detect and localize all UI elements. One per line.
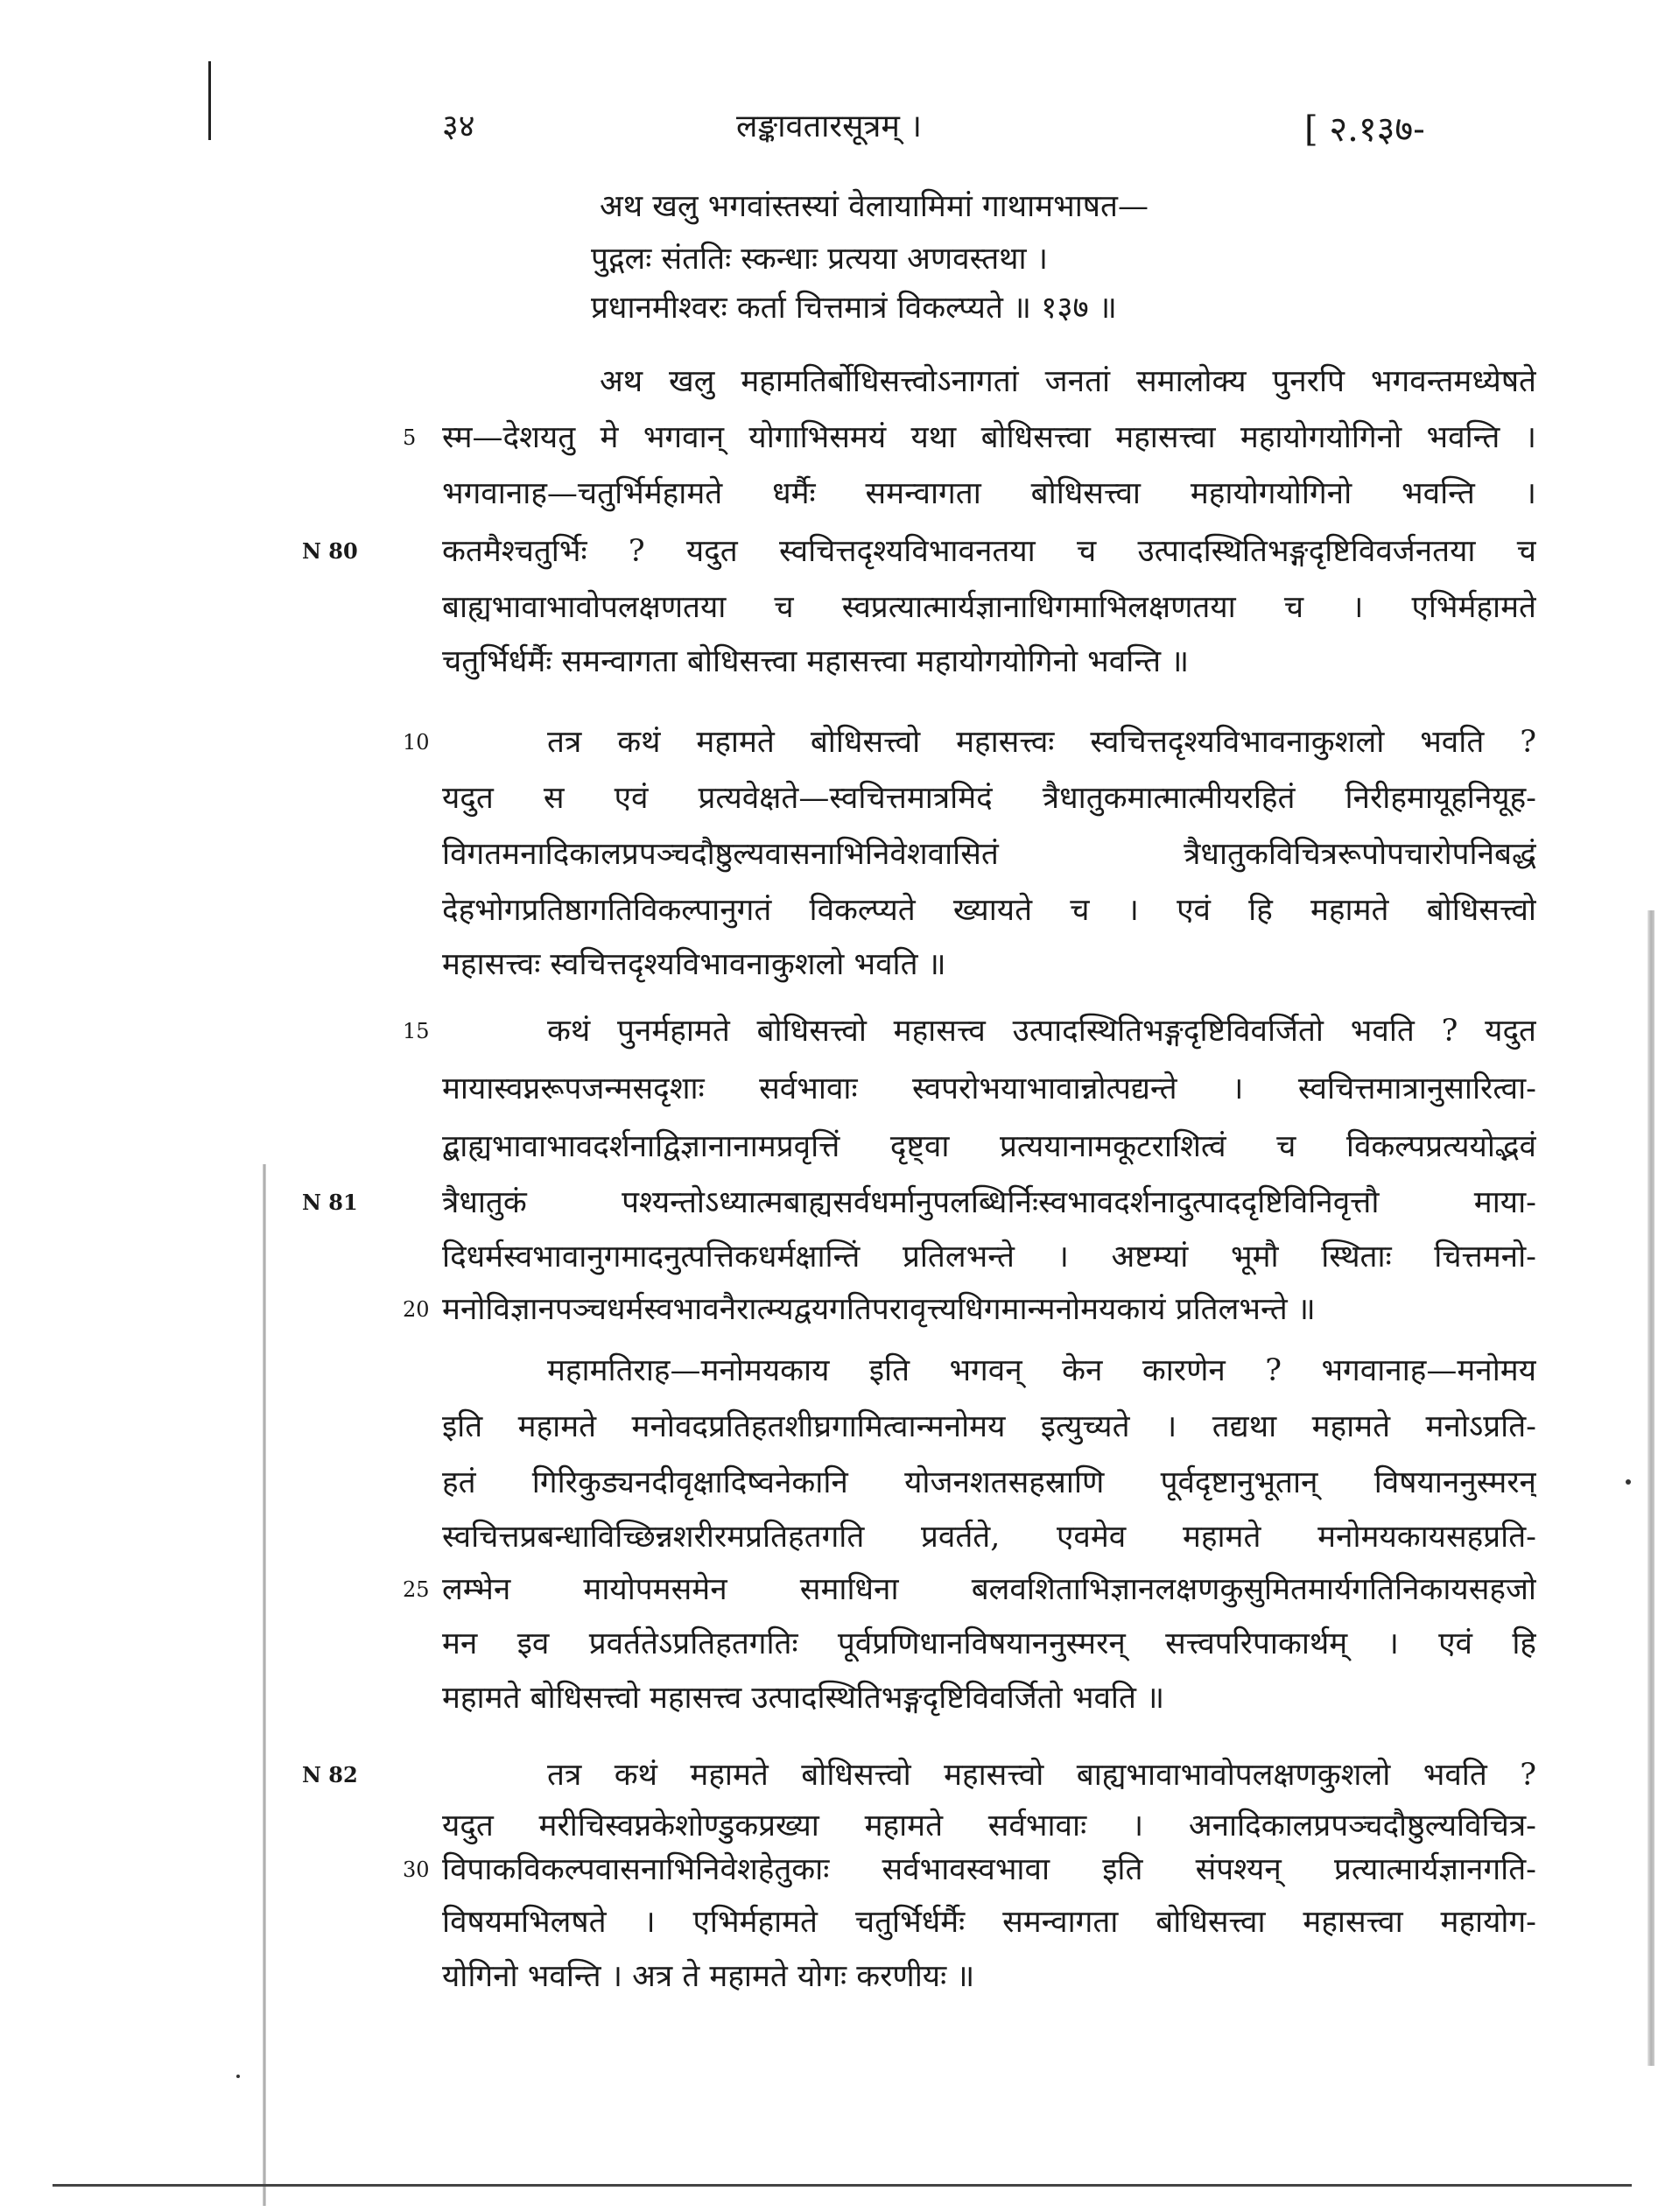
running-title: लङ्कावतारसूत्रम् ।	[736, 109, 922, 144]
margin-reference: N 82	[302, 1762, 358, 1787]
margin-reference: N 80	[302, 538, 358, 564]
page-header	[0, 103, 1658, 156]
text-line: विपाकविकल्पवासनाभिनिवेशहेतुकाः सर्वभावस्वभावा इति संपश्यन् प्रत्यात्मार्यज्ञानगति-	[442, 1852, 1536, 1887]
bottom-rule	[53, 2184, 1632, 2187]
scan-artifact-edge-left	[263, 1164, 266, 2206]
text-line: अथ खलु भगवांस्तस्यां वेलायामिमां गाथामभाषत—	[600, 189, 1149, 224]
text-line: हतं गिरिकुड्यनदीवृक्षादिष्वनेकानि योजनशतसहस्राणि पूर्वदृष्टानुभूतान् विषयाननुस्मरन्	[442, 1465, 1536, 1500]
text-line: मन इव प्रवर्ततेऽप्रतिहतगतिः पूर्वप्रणिधानविषयाननुस्मरन् सत्त्वपरिपाकार्थम् । एवं हि	[442, 1626, 1536, 1661]
text-line: भगवानाह—चतुर्भिर्महामते धर्मैः समन्वागता बोधिसत्त्वा महायोगयोगिनो भवन्ति ।	[442, 476, 1536, 511]
text-line: महामते बोधिसत्त्वो महासत्त्व उत्पादस्थितिभङ्गदृष्टिविवर्जितो भवति ॥	[442, 1681, 1165, 1716]
verse-line: पुद्गलः संततिः स्कन्धाः प्रत्यया अणवस्तथा ।	[591, 242, 1049, 277]
line-number: 25	[403, 1577, 430, 1602]
page-number: ३४	[442, 109, 475, 144]
text-line: लम्भेन मायोपमसमेन समाधिना बलवशिताभिज्ञानलक्षणकुसुमितमार्यगतिनिकायसहजो	[442, 1572, 1536, 1607]
speck	[1626, 1479, 1631, 1485]
text-line: दिधर्मस्वभावानुगमादनुत्पत्तिकधर्मक्षान्तिं प्रतिलभन्ते । अष्टम्यां भूमौ स्थिताः चित्तमनो-	[442, 1239, 1536, 1275]
text-line: विषयमभिलषते । एभिर्महामते चतुर्भिर्धर्मैः समन्वागता बोधिसत्त्वा महासत्त्वा महायोग-	[442, 1905, 1536, 1940]
text-line: यदुत स एवं प्रत्यवेक्षते—स्वचित्तमात्रमिदं त्रैधातुकमात्मात्मीयरहितं निरीहमायूहनियूह-	[442, 781, 1536, 816]
line-number: 10	[403, 730, 430, 755]
text-line: तत्र कथं महामते बोधिसत्त्वो महासत्त्वो बाह्यभावाभावोपलक्षणकुशलो भवति ?	[547, 1758, 1536, 1793]
text-line: कतमैश्चतुर्भिः ? यदुत स्वचित्तदृश्यविभावनतया च उत्पादस्थितिभङ्गदृष्टिविवर्जनतया च	[442, 534, 1536, 569]
text-line: स्वचित्तप्रबन्धाविच्छिन्नशरीरमप्रतिहतगति प्रवर्तते, एवमेव महामते मनोमयकायसहप्रति-	[442, 1520, 1536, 1555]
text-line: योगिनो भवन्ति । अत्र ते महामते योगः करणीयः ॥	[442, 1959, 975, 1994]
text-line: मायास्वप्नरूपजन्मसदृशाः सर्वभावाः स्वपरोभयाभावान्नोत्पद्यन्ते । स्वचित्तमात्रानुसारित्वा-	[442, 1071, 1536, 1106]
line-number: 15	[403, 1019, 430, 1043]
text-line: इति महामते मनोवदप्रतिहतशीघ्रगामित्वान्मनोमय इत्युच्यते । तद्यथा महामते मनोऽप्रति-	[442, 1409, 1536, 1444]
text-line: द्बाह्यभावाभावदर्शनाद्विज्ञानानामप्रवृत्तिं दृष्ट्वा प्रत्ययानामकूटराशित्वं च विकल्पप्रत्ययोद्भवं	[442, 1129, 1536, 1164]
text-line: बाह्यभावाभावोपलक्षणतया च स्वप्रत्यात्मार्यज्ञानाधिगमाभिलक्षणतया च । एभिर्महामते	[442, 590, 1536, 625]
text-line: विगतमनादिकालप्रपञ्चदौष्ठुल्यवासनाभिनिवेशवासितं त्रैधातुकविचित्ररूपोपचारोपनिबद्धं	[442, 837, 1536, 872]
line-number: 5	[403, 425, 417, 450]
margin-reference: N 81	[302, 1190, 358, 1215]
text-line: त्रैधातुकं पश्यन्तोऽध्यात्मबाह्यसर्वधर्मानुपलब्धिर्निःस्वभावदर्शनादुत्पाददृष्टिविनिवृत्तौ माया-	[442, 1185, 1536, 1220]
text-line: तत्र कथं महामते बोधिसत्त्वो महासत्त्वः स्वचित्तदृश्यविभावनाकुशलो भवति ?	[547, 725, 1536, 760]
speck	[236, 2075, 240, 2078]
text-line: चतुर्भिर्धर्मैः समन्वागता बोधिसत्त्वा महासत्त्वा महायोगयोगिनो भवन्ति ॥	[442, 644, 1190, 679]
text-line: देहभोगप्रतिष्ठागतिविकल्पानुगतं विकल्प्यते ख्यायते च । एवं हि महामते बोधिसत्त्वो	[442, 893, 1536, 928]
text-line: कथं पुनर्महामते बोधिसत्त्वो महासत्त्व उत्पादस्थितिभङ्गदृष्टिविवर्जितो भवति ? यदुत	[547, 1014, 1536, 1049]
text-line: अथ खलु महामतिर्बोधिसत्त्वोऽनागतां जनतां समालोक्य पुनरपि भगवन्तमध्येषते	[600, 364, 1536, 399]
line-number: 30	[403, 1857, 430, 1882]
verse-reference: [ २.१३७-	[1304, 109, 1425, 150]
scan-artifact-edge-right	[1647, 910, 1654, 2066]
text-line: मनोविज्ञानपञ्चधर्मस्वभावनैरात्म्यद्वयगतिपरावृत्त्यधिगमान्मनोमयकायं प्रतिलभन्ते ॥	[442, 1292, 1316, 1327]
text-line: यदुत मरीचिस्वप्नकेशोण्डुकप्रख्या महामते सर्वभावाः । अनादिकालप्रपञ्चदौष्ठुल्यविचित्र-	[442, 1808, 1536, 1843]
verse-line: प्रधानमीश्वरः कर्ता चित्तमात्रं विकल्प्यते ॥ १३७ ॥	[591, 291, 1117, 326]
text-line: महासत्त्वः स्वचित्तदृश्यविभावनाकुशलो भवति ॥	[442, 947, 946, 982]
text-line: स्म—देशयतु मे भगवान् योगाभिसमयं यथा बोधिसत्त्वा महासत्त्वा महायोगयोगिनो भवन्ति ।	[442, 420, 1536, 455]
text-line: महामतिराह—मनोमयकाय इति भगवन् केन कारणेन ? भगवानाह—मनोमय	[547, 1353, 1536, 1388]
line-number: 20	[403, 1297, 430, 1322]
